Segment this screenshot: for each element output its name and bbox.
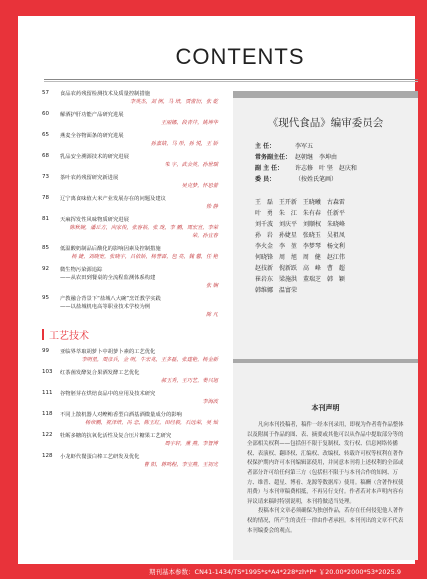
- toc-page-number: 128: [42, 453, 53, 459]
- toc-entry-title: 牡蛎多糖的抗氧化活性及复合压片糖果工艺研究: [60, 433, 172, 439]
- journal-parameters: 期刊基本参数：CN41-1434/TS*1995*s*A4*228*zh*P* ￥20.00*2000*53*2025.9: [149, 568, 401, 576]
- section-header: [42, 327, 224, 342]
- toc-entry-title: 辽宁离食味值大米产业发展存在的问题及建议: [60, 196, 166, 202]
- toc-entry-authors: 周宇轩，薰 燕，李智博: [164, 441, 218, 447]
- toc-page-number: 122: [42, 432, 53, 438]
- toc-entry[interactable]: [42, 153, 224, 169]
- committee-member-row: 王 磊 王开新 王晓曦 古森雷: [255, 199, 345, 206]
- role-name: 副 主 任：: [255, 165, 284, 172]
- toc-page-number: 60: [42, 111, 49, 117]
- committee-member-row: 崔岩东 梁施洪 董瑞芝 韩 颖: [255, 276, 345, 283]
- toc-entry[interactable]: [42, 369, 224, 385]
- toc-entry-title: 低温酸奶制品后酸化的影响因素及控制措施: [60, 246, 161, 252]
- toc-entry-authors: 曹 阳，蒋鸣程，李宝燕，王初光: [143, 462, 218, 468]
- committee-roles: [255, 141, 415, 185]
- toc-entry[interactable]: [42, 174, 224, 190]
- toc-page-number: 95: [42, 295, 49, 301]
- toc-entry-authors: 李英杰，刘 例，马 培，贾蕾衍，张 乾: [130, 99, 218, 105]
- committee-member-row: 何晓锋 周 旭 周 健 赵江伟: [255, 254, 345, 261]
- toc-entry-title: 茶叶农药残留研究新进展: [60, 175, 119, 181]
- toc-entry-title: 天麻挥发性风味物质研究进展: [60, 217, 129, 223]
- toc-entry[interactable]: [42, 195, 224, 211]
- toc-page-number: 68: [42, 153, 49, 159]
- committee-title: 《现代食品》编审委员会: [267, 117, 384, 129]
- toc-entry[interactable]: [42, 295, 224, 319]
- toc-entry[interactable]: [42, 432, 224, 448]
- toc-page-number: 73: [42, 174, 49, 180]
- toc-page-number: 57: [42, 90, 49, 96]
- committee-member-row: 刘千波 刘庆平 刘顺权 朱晓峰: [255, 221, 346, 228]
- toc-entry-title: 亚临界萃取胡萝卜中胡萝卜素的工艺优化: [60, 349, 156, 355]
- toc-entry[interactable]: [42, 348, 224, 364]
- statement-text: [247, 421, 407, 536]
- committee-member-row: 韩维娜 温富荣: [255, 287, 298, 294]
- statement-title: 本刊声明: [311, 404, 340, 412]
- panel-header-bar: [233, 91, 418, 98]
- statement-paragraph: 凡向本刊投稿者，稿件一经本刊录用，即视为作者将作品整体以及附属于作品的图、表、摘要或其他可以从作品中提取部分等的全部相关权利——包括但不限于复制权、发行权、信息网络传播权、表演权、翻译权、汇编权、改编权、转载许可权等权利在著作权保护期内许可本刊编辑部使用，并同意本刊将上述权利的全部或者部分许可给任何第三方（包括但不限于与本刊合作的知网、万方、维普、超星、博看、龙源等数据库）使用。稿酬（含著作权使用费）与本刊审稿费相抵，不再另行支付。作者若对本声明内容有异议请来稿时特别说明，本刊将做适当处理。: [247, 422, 404, 505]
- toc-entry-title: 乳品安全溯源技术的研究进展: [60, 154, 129, 160]
- title-rule-secondary: [44, 81, 418, 82]
- toc-entry-title: 食品农药残留检测技术及质量控制措施: [60, 91, 151, 97]
- toc-entry-title: 解酒护肝功能产品研究进展: [60, 112, 124, 118]
- toc-entry-title: 燕麦全谷物面条的研究进展: [60, 133, 124, 139]
- role-value: （按姓氏笔画）: [295, 176, 338, 183]
- toc-entry-authors: 杨 婕，刘晓宽，张晓宇，吕依娇，杨誉霖，包 亮，魏 馨，任 艳: [71, 254, 218, 260]
- committee-role-row: [255, 163, 415, 174]
- toc-page-number: 81: [42, 216, 49, 222]
- toc-entry-title: 微生物污染源追踪 ——从农田到餐桌的全流程监测体系构建: [60, 267, 156, 281]
- committee-member-row: 叶 勇 朱 江 朱有春 任新平: [255, 210, 345, 217]
- section-marker-icon: [42, 329, 44, 340]
- footer-bar: [18, 564, 415, 579]
- role-value: 赵朝继 李坤由: [295, 154, 338, 161]
- toc-page-number: 99: [42, 348, 49, 354]
- toc-entry-authors: 朱 宇，武会英，孙世瑞: [164, 162, 218, 168]
- toc-page-number: 92: [42, 266, 49, 272]
- toc-entry[interactable]: [42, 90, 224, 106]
- toc-entry-authors: 孙嘉婧，马 彤，孙 悦，王 娇: [150, 141, 218, 147]
- toc-page-number: 78: [42, 195, 49, 201]
- committee-role-row: [255, 152, 415, 163]
- toc-entry-authors: 陈 凡: [205, 312, 218, 318]
- table-of-contents: [42, 90, 224, 474]
- toc-entry-authors: 陈秋婉，潘丘方，向家俊，张容裕，张 珑，李 鹏，周宏宣，李荣荣，孙宜春: [69, 225, 218, 239]
- role-value: 许志修 叶 坚 赵庆和: [295, 165, 357, 172]
- role-value: 李军五: [295, 143, 314, 150]
- committee-member-row: 李火金 李 堃 李梦琴 杨文利: [255, 243, 345, 250]
- committee-members: [255, 197, 415, 296]
- toc-entry[interactable]: [42, 390, 224, 406]
- page-title: CONTENTS: [175, 44, 305, 69]
- toc-entry-title: 小龙虾代餐蛋白棒工艺研发及优化: [60, 454, 140, 460]
- toc-entry-authors: 徐 静: [205, 204, 218, 210]
- role-name: 常务副主任：: [255, 154, 292, 161]
- editorial-panel: [233, 91, 418, 560]
- toc-page-number: 111: [42, 390, 53, 396]
- toc-page-number: 65: [42, 132, 49, 138]
- role-name: 主 任：: [255, 143, 276, 150]
- toc-entry-title: 产教融合背景下“盐城八大碗”烹饪教学实践 ——以盐城机电高等职业技术学校为例: [60, 296, 161, 310]
- toc-entry[interactable]: [42, 132, 224, 148]
- toc-entry-authors: 王丽娜，段青芹，姚坤华: [160, 120, 218, 126]
- committee-role-row: [255, 141, 415, 152]
- toc-entry-authors: 吴克梦，怀思蕾: [181, 183, 218, 189]
- toc-page-number: 118: [42, 411, 53, 417]
- toc-entry-authors: 郝玉秀，王巧艺，姜兴旭: [160, 378, 218, 384]
- role-name: 委 员：: [255, 176, 276, 183]
- toc-entry[interactable]: [42, 411, 224, 427]
- title-rule: [44, 79, 418, 80]
- committee-member-row: 孙 岩 孙婕星 张晓玉 吴祖凤: [255, 232, 345, 239]
- committee-member-row: 赵技新 倪新跃 高 峰 曹 超: [255, 265, 345, 272]
- toc-entry-title: 红茶菌发酵复合果酒发酵工艺优化: [60, 370, 140, 376]
- committee-role-row: [255, 174, 415, 185]
- toc-entry[interactable]: [42, 216, 224, 240]
- toc-entry-authors: 杨帝鹏，祝泽培，冯 恋，陈玉红，田经毅，石远荣，吴 灿: [85, 420, 218, 426]
- red-left-border: [0, 0, 18, 579]
- panel-divider-bar: [233, 359, 418, 363]
- toc-entry[interactable]: [42, 111, 224, 127]
- toc-entry-title: 谷物胚芽在烘焙食品中的应用及技术研究: [60, 391, 156, 397]
- toc-entry-authors: 李明星，周彦兵，金 明，牛宏兆，王多磊，张建艳，杨金新: [81, 357, 218, 363]
- statement-paragraph: 投稿本刊文章必须确保为独创作品，若存在任何侵犯他人著作权的情况，所产生的责任一律由作者承担。本刊刊出的文章不代表本刊编委会的观点。: [247, 508, 404, 534]
- red-top-border: [0, 0, 427, 16]
- toc-page-number: 85: [42, 245, 49, 251]
- toc-entry[interactable]: [42, 266, 224, 290]
- section-title: 工艺技术: [49, 331, 89, 342]
- toc-entry-authors: 张 娴: [205, 283, 218, 289]
- toc-entry[interactable]: [42, 245, 224, 261]
- toc-entry-authors: 李海波: [202, 399, 218, 405]
- toc-page-number: 103: [42, 369, 53, 375]
- toc-entry-title: 不同上散机器人对鲣鲔香型白酒基酒微量成分的影响: [60, 412, 182, 418]
- toc-entry[interactable]: [42, 453, 224, 469]
